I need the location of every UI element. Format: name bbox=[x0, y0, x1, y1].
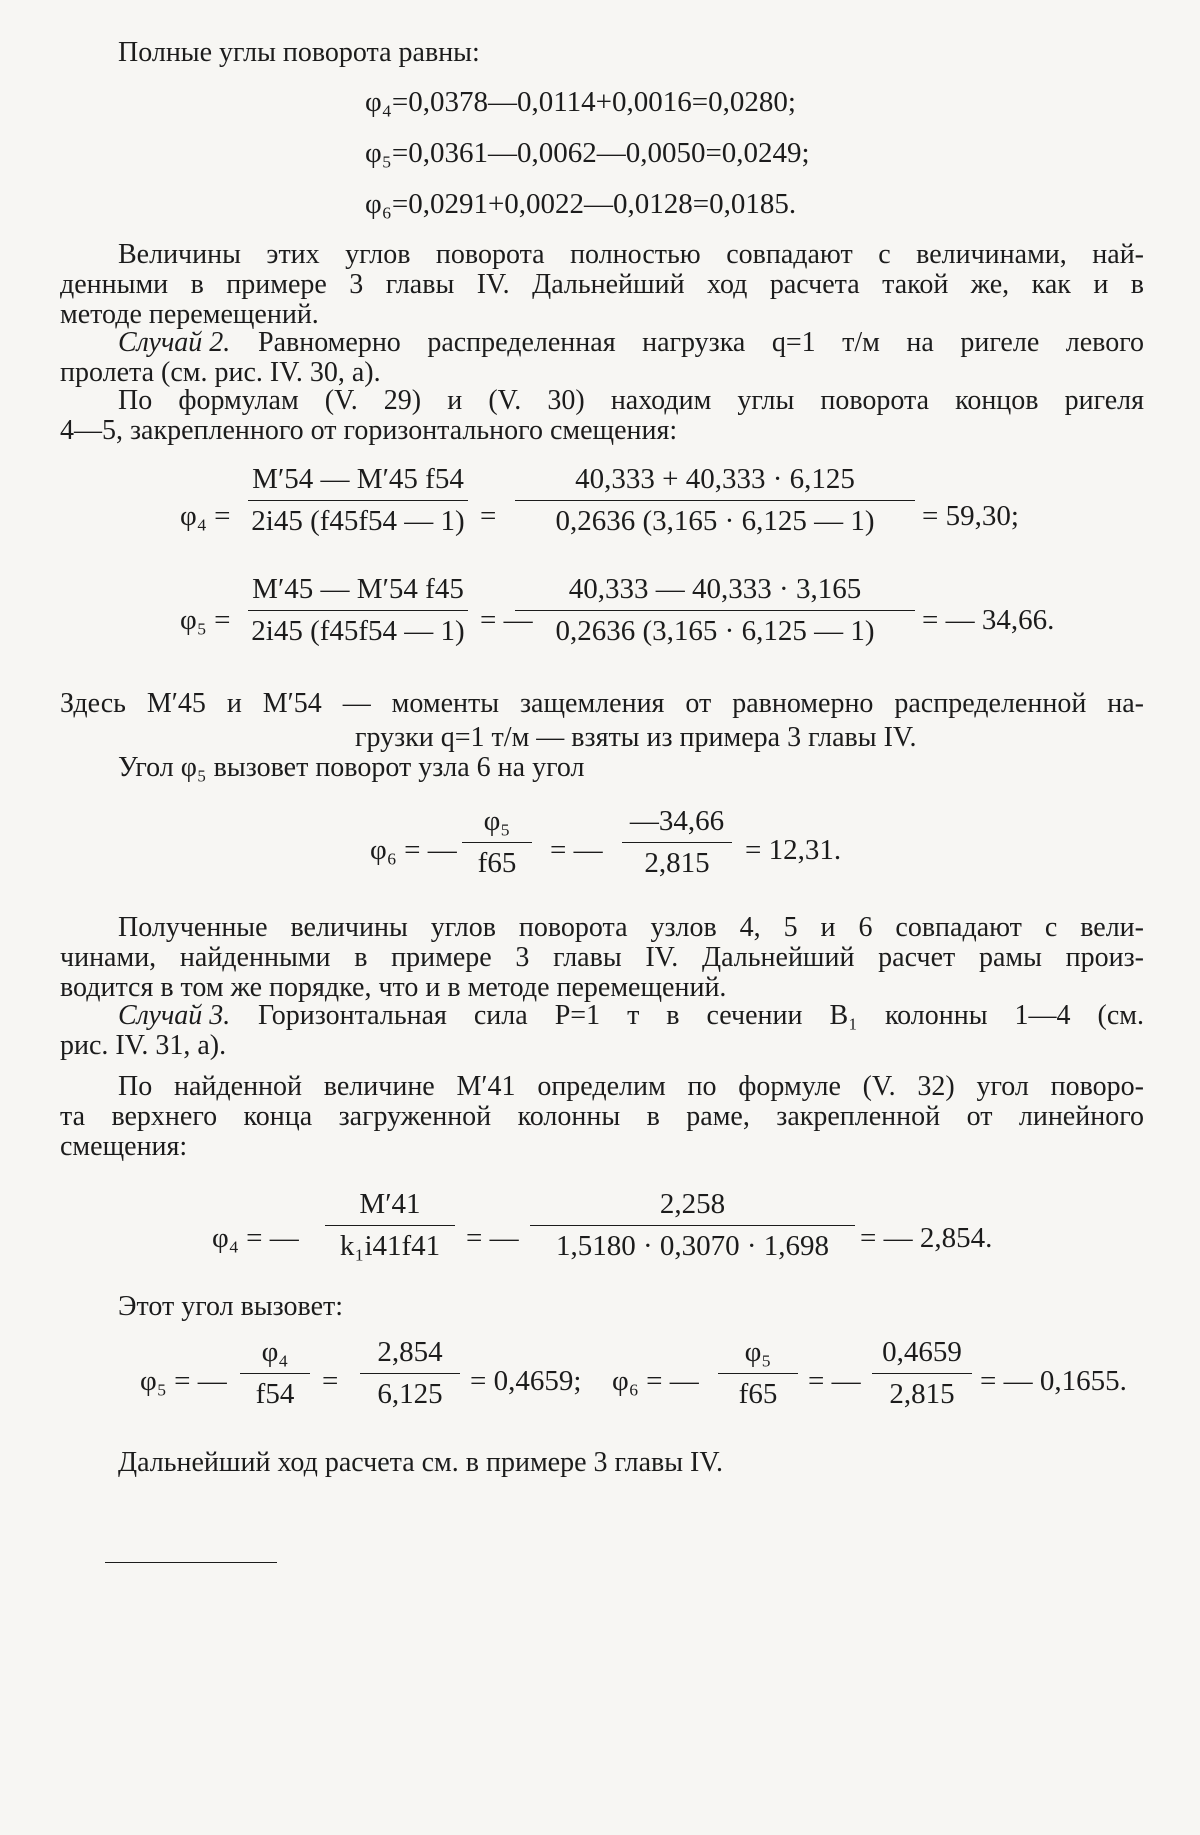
fraction bbox=[248, 573, 468, 648]
case-heading: Случай 2. bbox=[118, 327, 231, 358]
denominator: 2i45 (f45f54 — 1) bbox=[251, 615, 465, 647]
formula-result: = 12,31. bbox=[745, 834, 842, 866]
denominator: f54 bbox=[255, 1378, 295, 1410]
fraction bbox=[872, 1336, 972, 1411]
numerator: 40,333 — 40,333 · 3,165 bbox=[568, 573, 862, 605]
equation-phi4: φ₄=0,0378—0,0114+0,0016=0,0280; bbox=[365, 86, 796, 118]
numerator: 40,333 + 40,333 · 6,125 bbox=[575, 463, 855, 495]
fraction bbox=[515, 573, 915, 648]
equals-minus: = — bbox=[808, 1365, 861, 1397]
formula-lhs: φ₆ = — bbox=[612, 1365, 699, 1397]
denominator: 2,815 bbox=[644, 847, 710, 879]
formula-lhs: φ₅ = bbox=[180, 604, 231, 636]
paragraph-line: Здесь M′45 и M′54 — моменты защемления от равномерно распределенной на- bbox=[60, 688, 1144, 719]
paragraph-line: 4—5, закрепленного от горизонтального смещения: bbox=[60, 415, 678, 446]
denominator: 0,2636 (3,165 · 6,125 — 1) bbox=[555, 615, 875, 647]
formula-lhs: φ₅ = — bbox=[140, 1365, 227, 1397]
formula-result: = — 2,854. bbox=[860, 1222, 993, 1254]
case-heading: Случай 3. bbox=[118, 1000, 231, 1031]
paragraph-line: Полученные величины углов поворота узлов 4, 5 и 6 совпадают с вели- bbox=[118, 912, 1144, 943]
numerator: M′45 — M′54 f45 bbox=[252, 573, 464, 605]
numerator: φ₅ bbox=[744, 1336, 772, 1368]
paragraph-line: Угол φ₅ вызовет поворот узла 6 на угол bbox=[118, 752, 585, 783]
numerator: φ₄ bbox=[261, 1336, 289, 1368]
denominator: 0,2636 (3,165 · 6,125 — 1) bbox=[555, 505, 875, 537]
intro-line: Полные углы поворота равны: bbox=[118, 37, 480, 68]
fraction bbox=[360, 1336, 460, 1411]
fraction bbox=[462, 805, 532, 880]
paragraph-line: Горизонтальная сила P=1 т в сечении B₁ колонны 1—4 (см. bbox=[258, 1000, 1144, 1031]
equals-sign: = bbox=[322, 1365, 339, 1397]
formula-lhs: φ₆ = — bbox=[370, 834, 457, 866]
numerator: —34,66 bbox=[629, 805, 725, 837]
paragraph-line: По формулам (V. 29) и (V. 30) находим углы поворота концов ригеля bbox=[118, 385, 1144, 416]
formula-result: = — 34,66. bbox=[922, 604, 1055, 636]
numerator: M′41 bbox=[359, 1188, 421, 1220]
paragraph-line: та верхнего конца загруженной колонны в раме, закрепленной от линейного bbox=[60, 1101, 1144, 1132]
paragraph-line: денными в примере 3 главы IV. Дальнейший ход расчета такой же, как и в bbox=[60, 269, 1144, 300]
fraction bbox=[718, 1336, 798, 1411]
paragraph-line: чинами, найденными в примере 3 главы IV. Дальнейший расчет рамы произ- bbox=[60, 942, 1144, 973]
numerator: φ₅ bbox=[483, 805, 511, 837]
numerator: 2,854 bbox=[377, 1336, 443, 1368]
equation-phi6: φ₆=0,0291+0,0022—0,0128=0,0185. bbox=[365, 188, 797, 220]
formula-lhs: φ₄ = — bbox=[212, 1222, 299, 1254]
paragraph-line: Этот угол вызовет: bbox=[118, 1291, 344, 1322]
paragraph-line: рис. IV. 31, а). bbox=[60, 1030, 227, 1061]
paragraph-line: пролета (см. рис. IV. 30, а). bbox=[60, 357, 381, 388]
paragraph-line: Дальнейший ход расчета см. в примере 3 главы IV. bbox=[118, 1447, 723, 1478]
fraction bbox=[240, 1336, 310, 1411]
paragraph-line: грузки q=1 т/м — взяты из примера 3 главы IV. bbox=[355, 722, 917, 753]
footnote-divider bbox=[105, 1562, 277, 1563]
denominator: k₁i41f41 bbox=[339, 1230, 441, 1262]
paragraph-line: водится в том же порядке, что и в методе перемещений. bbox=[60, 972, 727, 1003]
denominator: 1,5180 · 0,3070 · 1,698 bbox=[555, 1230, 830, 1262]
denominator: f65 bbox=[738, 1378, 778, 1410]
fraction bbox=[325, 1188, 455, 1263]
paragraph-line: По найденной величине M′41 определим по формуле (V. 32) угол поворо- bbox=[118, 1071, 1144, 1102]
paragraph-line: Равномерно распределенная нагрузка q=1 т/м на ригеле левого bbox=[258, 327, 1144, 358]
denominator: 2,815 bbox=[889, 1378, 955, 1410]
fraction bbox=[622, 805, 732, 880]
equals-minus: = — bbox=[550, 834, 603, 866]
equation-phi5: φ₅=0,0361—0,0062—0,0050=0,0249; bbox=[365, 137, 810, 169]
formula-result: = 0,4659; bbox=[470, 1365, 582, 1397]
paragraph-line: Величины этих углов поворота полностью совпадают с величинами, най- bbox=[118, 239, 1144, 270]
paragraph-line: смещения: bbox=[60, 1131, 188, 1162]
numerator: M′54 — M′45 f54 bbox=[252, 463, 464, 495]
fraction bbox=[530, 1188, 855, 1263]
equals-minus: = — bbox=[480, 604, 533, 636]
equals-minus: = — bbox=[466, 1222, 519, 1254]
fraction bbox=[515, 463, 915, 538]
fraction bbox=[248, 463, 468, 538]
numerator: 0,4659 bbox=[882, 1336, 962, 1368]
formula-lhs: φ₄ = bbox=[180, 500, 231, 532]
denominator: f65 bbox=[477, 847, 517, 879]
paragraph-line: методе перемещений. bbox=[60, 299, 319, 330]
denominator: 2i45 (f45f54 — 1) bbox=[251, 505, 465, 537]
formula-result: = — 0,1655. bbox=[980, 1365, 1127, 1397]
equals-sign: = bbox=[480, 500, 497, 532]
denominator: 6,125 bbox=[377, 1378, 443, 1410]
numerator: 2,258 bbox=[659, 1188, 726, 1220]
formula-result: = 59,30; bbox=[922, 500, 1019, 532]
